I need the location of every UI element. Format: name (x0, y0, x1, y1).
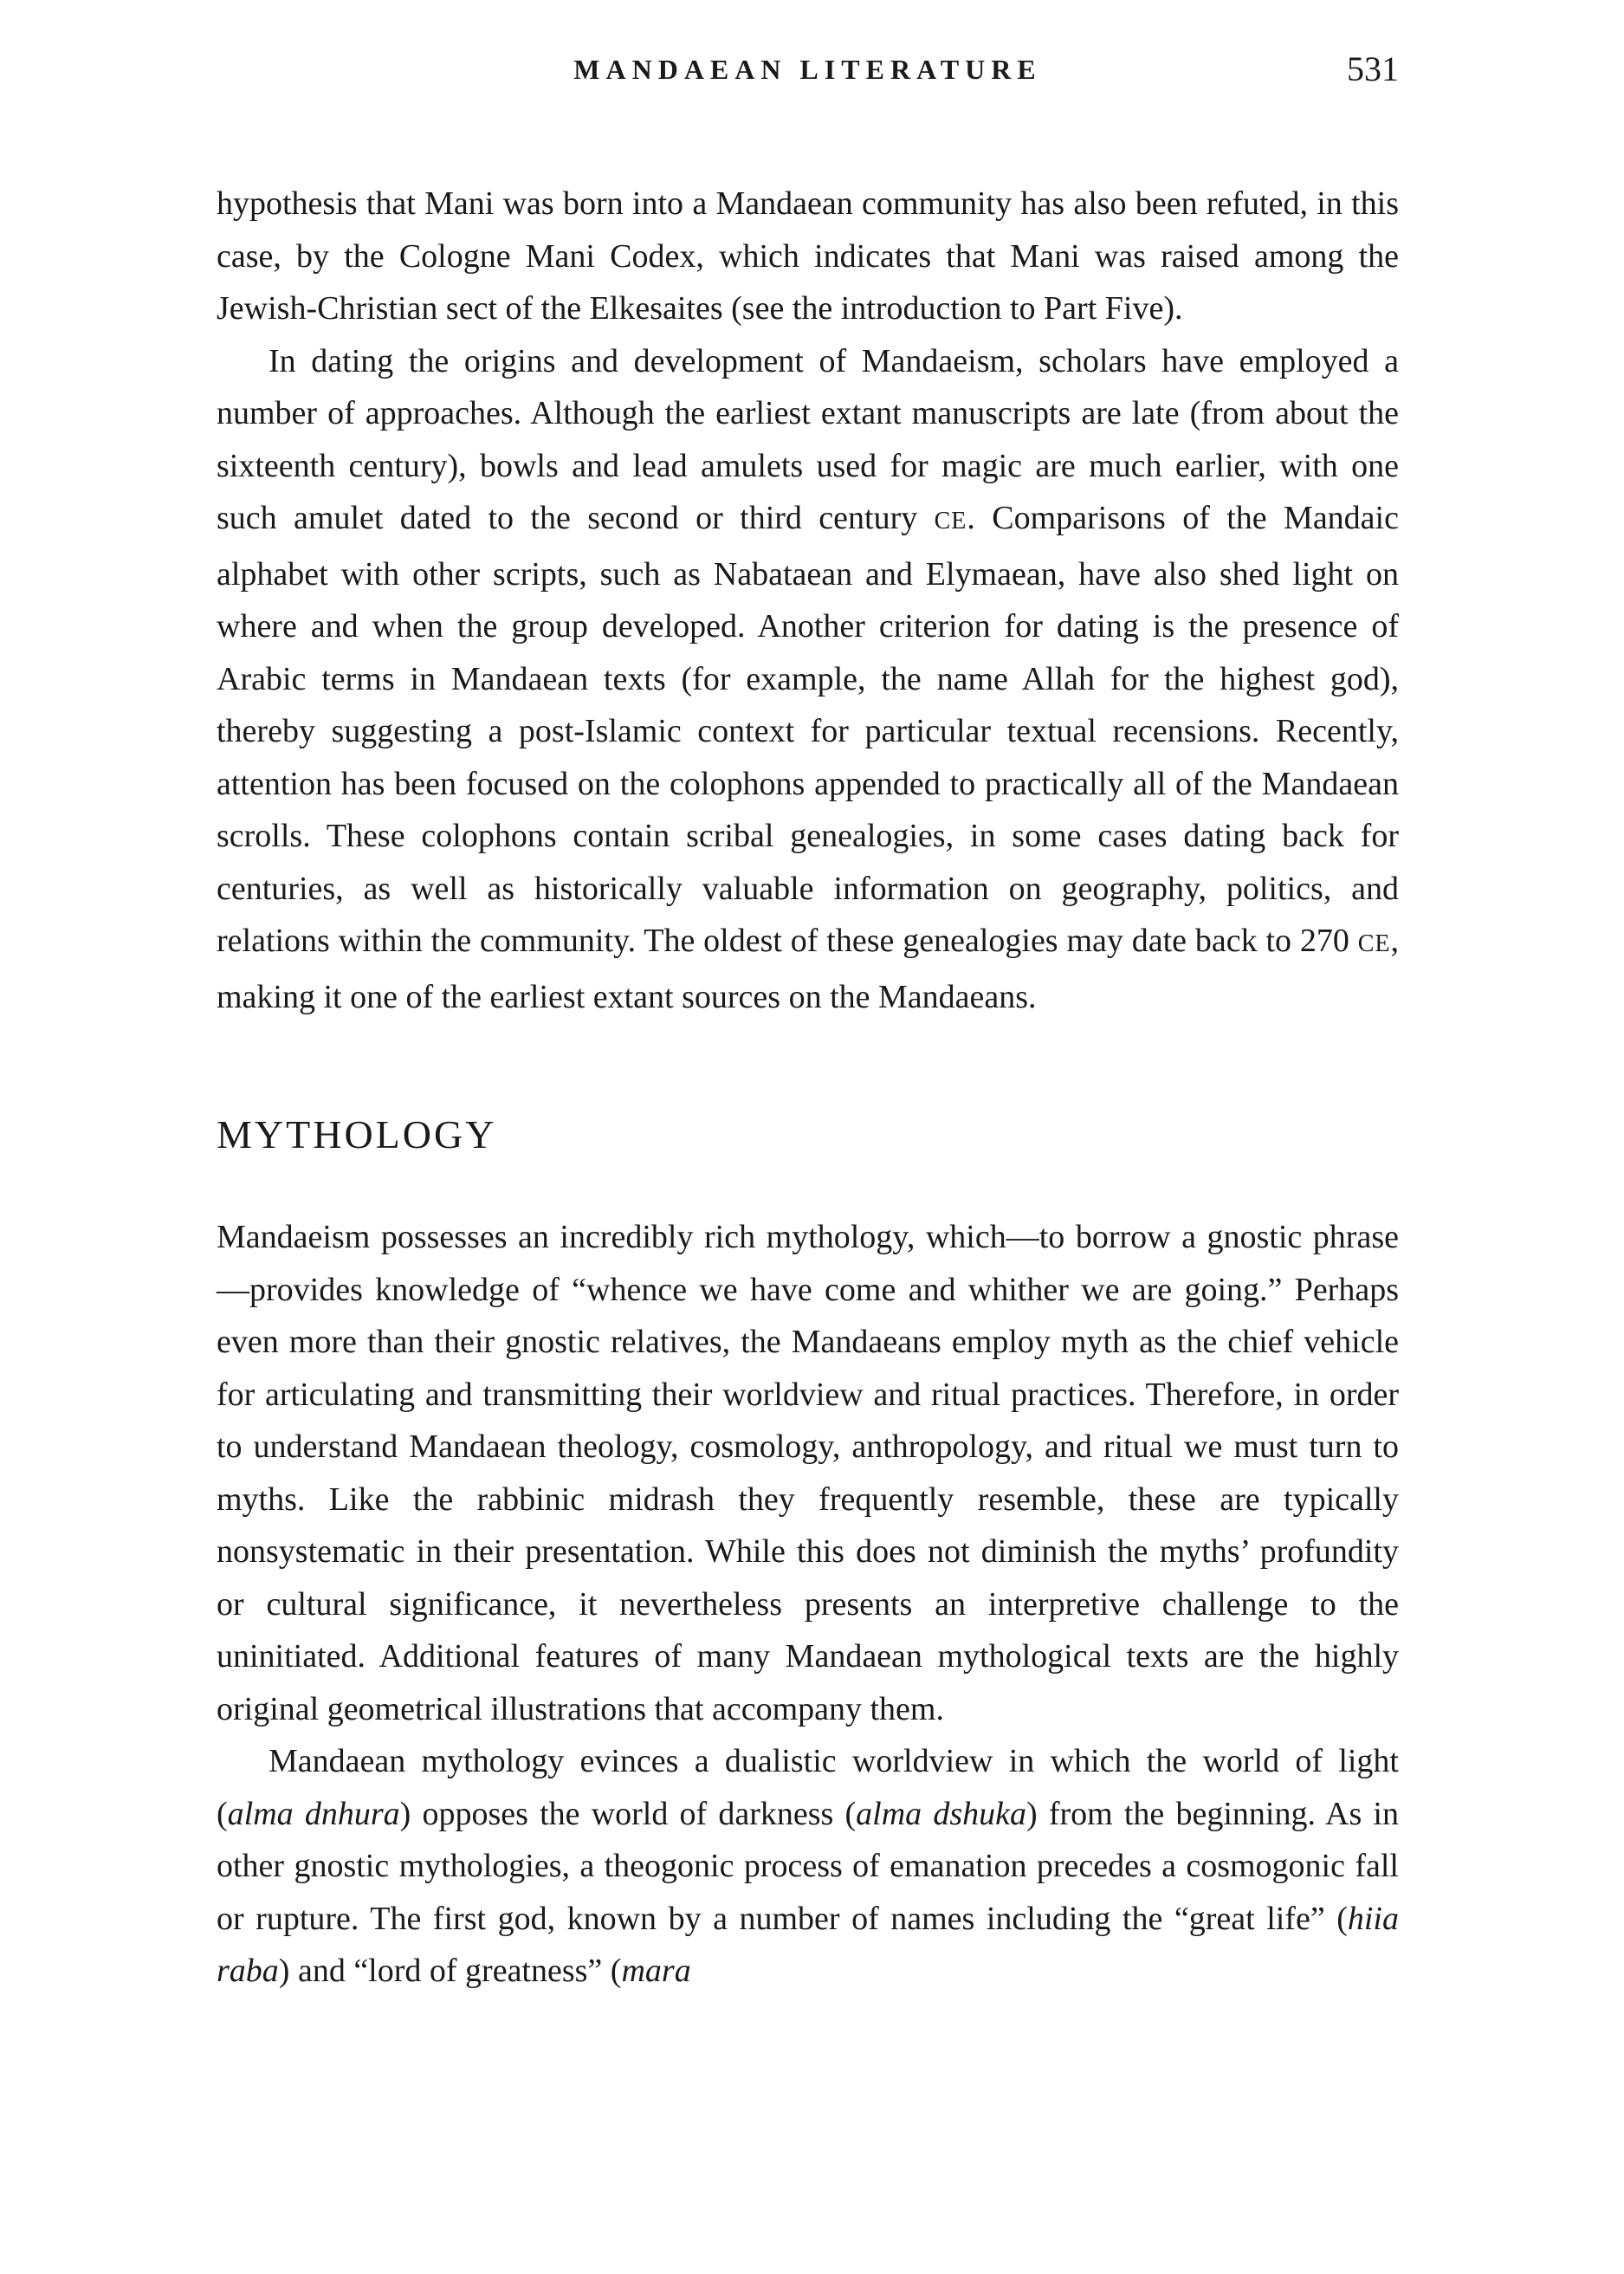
paragraph-text: ) opposes the world of darkness ( (399, 1795, 857, 1832)
running-head (217, 49, 1399, 106)
mandaic-term: alma dnhura (227, 1795, 400, 1832)
era-abbreviation: CE (1357, 930, 1391, 957)
paragraph-text: ) from the beginning. As in other gnostic mythologies, a theogonic process of emanation precedes a cosmogonic fall or rupture. The first god, known by a number of names including the “great life” ( (217, 1795, 1399, 1937)
paragraph-text: In dating the origins and development of Mandaeism, scholars have employed a number of approaches. Although the earliest extant manuscripts are late (from about the sixteenth century), bowls and lead amulets used for magic are much earlier, with one such amulet dated to the second or third century (217, 342, 1399, 536)
paragraph-text: Mandaean mythology evinces a dualistic worldview in which the world of light ( (217, 1743, 1399, 1832)
text-block (217, 178, 1399, 1998)
running-title: MANDAEAN LITERATURE (573, 54, 1042, 85)
mandaic-term: hiia raba (217, 1900, 1399, 1989)
section-heading: MYTHOLOGY (217, 1112, 497, 1156)
paragraph-text: ) and “lord of greatness” ( (278, 1953, 622, 1989)
paragraph-text: . Comparisons of the Mandaic alphabet with other scripts, such as Nabataean and Elymaean, have also shed light on where and when the group developed. Another criterion for dating is the presence of Arabic terms in Mandaean texts (for example, the name Allah for the highest god), thereby suggesting a post-Islamic context for particular textual recensions. Recently, attention has been focused on the colophons appended to practically all of the Mandaean scrolls. These colophons contain scribal genealogies, in some cases dating back for centuries, as well as historically valuable information on geography, politics, and relations within the community. The oldest of these genealogies may date back to 270 (217, 500, 1399, 959)
mandaic-term: mara (621, 1953, 691, 1989)
paragraph-dating (217, 335, 1399, 1024)
paragraph-dualism (217, 1735, 1399, 1998)
era-abbreviation: CE (934, 508, 967, 534)
paragraph-continuation: hypothesis that Mani was born into a Mandaean community has also been refuted, in this case, by the Cologne Mani Codex, which indicates that Mani was raised among the Jewish-Christian sect of the Elkesaites (see the introduction to Part Five). (217, 185, 1399, 327)
paragraph-text: , making it one of the earliest extant sources on the Mandaeans. (217, 923, 1399, 1015)
mandaic-term: alma dshuka (856, 1795, 1026, 1832)
paragraph-mythology: Mandaeism possesses an incredibly rich mythology, which—to borrow a gnostic phrase—provides knowledge of “whence we have come and whither we are going.” Perhaps even more than their gnostic relatives, the Mandaeans employ myth as the chief vehicle for articulating and transmitting their worldview and ritual practices. Therefore, in order to understand Mandaean theology, cosmology, anthropology, and ritual we must turn to myths. Like the rabbinic midrash they frequently resemble, these are typically nonsystematic in their presentation. While this does not diminish the myths’ profundity or cultural significance, it nevertheless presents an interpretive challenge to the uninitiated. Additional features of many Mandaean mythological texts are the highly original geometrical illustrations that accompany them. (217, 1219, 1399, 1727)
page-number: 531 (1347, 49, 1399, 88)
